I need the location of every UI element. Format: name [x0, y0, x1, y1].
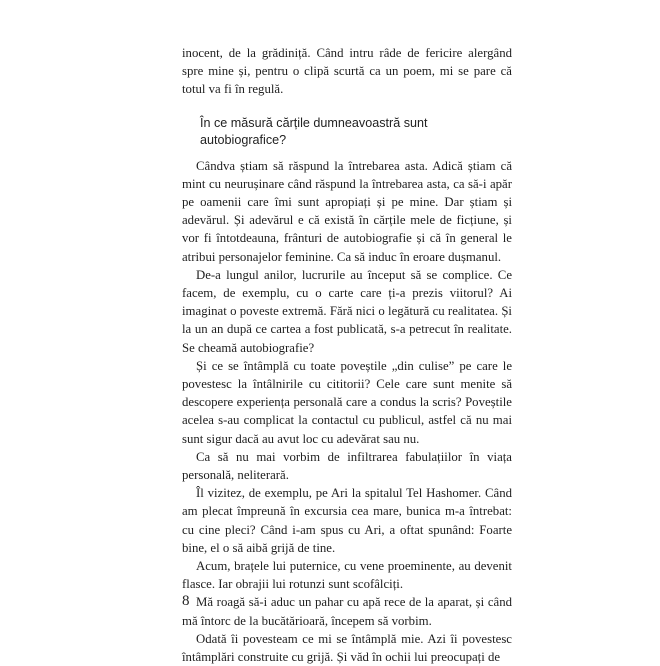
paragraph-4: Ca să nu mai vorbim de infiltrarea fabulațiilor în viața personală, neliterară. — [182, 449, 512, 483]
paragraph-5: Îl vizitez, de exemplu, pe Ari la spitalul Tel Hashomer. Când am plecat împreună în excursia cea mare, bunica m-a întrebat: cu cine pleci? Când i-am spus cu Ari, a oftat spunând: Foarte bine, el o să aibă grijă de tine. — [182, 486, 512, 555]
paragraph-3: Și ce se întâmplă cu toate poveștile „din culise” pe care le povestesc la întâlnirile cu cititorii? Cele care sunt menite să descopere experiența personală care a condus la scris? Poveștile acelea s-au complicat la contactul cu publicul, astfel că nu mai sunt sigur dacă au avut loc cu adevărat sau nu. — [182, 358, 512, 446]
opening-paragraph: inocent, de la grădiniță. Când intru râde de fericire alergând spre mine și, pentru o clipă scurtă ca un poem, mi se pare că totul va fi în regulă. — [182, 46, 512, 97]
paragraph-6: Acum, brațele lui puternice, cu vene proeminente, au devenit flasce. Iar obrajii lui rotunzi sunt scofâlciți. — [182, 559, 512, 592]
paragraph-8: Odată îi povesteam ce mi se întâmplă mie. Azi îi povestesc întâmplări construite cu grijă. Și văd în ochii lui preocupați de — [182, 631, 512, 665]
paragraph-2: De-a lungul anilor, lucrurile au început să se complice. Ce facem, de exemplu, cu o carte care ți-a prezis viitorul? Ai imaginat o poveste extremă. Fără nici o legătură cu realitatea. Și la un an după ce cartea a fost publicată, s-a petrecut în realitate. Se cheamă autobiografie? — [182, 267, 512, 355]
text-block — [182, 44, 512, 666]
paragraph-7: Mă roagă să-i aduc un pahar cu apă rece de la aparat, și când mă întorc de la bucătărioară, începem să vorbim. — [182, 595, 512, 628]
page-number: 8 — [182, 593, 190, 609]
paragraph-1: Cândva știam să răspund la întrebarea asta. Adică știam că mint cu neurușinare când răspund la întrebarea asta, ca să-i apăr pe oamenii care îmi sunt apropiați și pe mine. Dar știam și adevărul. Și adevărul e că există în cărțile mele de ficțiune, și vor fi întotdeauna, frânturi de autobiografie și că în general le atribui personajelor feminine. Ca să induc în eroare dușmanul. — [182, 158, 512, 264]
section-question: În ce măsură cărțile dumneavoastră sunt autobiografice? — [200, 115, 428, 147]
